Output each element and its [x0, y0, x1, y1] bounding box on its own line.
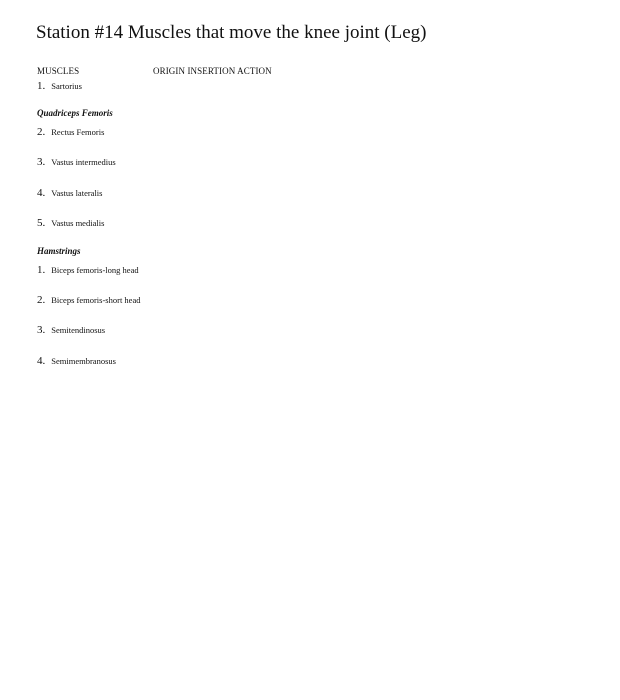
muscle-item-semitendinosus [37, 322, 105, 337]
muscle-item-rectus-femoris [37, 124, 104, 139]
item-number: 4. [37, 355, 46, 367]
hamstrings-heading: Hamstrings [37, 246, 81, 256]
muscle-item-vastus-medialis [37, 215, 104, 230]
item-name: Semimembranosus [51, 356, 116, 366]
item-number: 4. [37, 187, 46, 199]
item-name: Semitendinosus [51, 325, 106, 335]
item-number: 2. [37, 294, 46, 306]
muscle-item-vastus-intermedius [37, 154, 116, 169]
item-number: 3. [37, 156, 46, 168]
muscle-item-biceps-femoris-long [37, 262, 139, 277]
item-number: 1. [37, 80, 46, 92]
item-name: Sartorius [51, 81, 82, 91]
item-name: Biceps femoris-short head [51, 295, 141, 305]
item-name: Biceps femoris-long head [51, 265, 139, 275]
quadriceps-heading: Quadriceps Femoris [37, 108, 113, 118]
muscle-item-semimembranosus [37, 353, 116, 368]
item-name: Rectus Femoris [51, 127, 105, 137]
item-number: 2. [37, 126, 46, 138]
page-title: Station #14 Muscles that move the knee joint (Leg) [36, 22, 427, 43]
muscle-item-vastus-lateralis [37, 185, 102, 200]
muscle-item-sartorius [37, 78, 82, 93]
origin-insertion-action-header: ORIGIN INSERTION ACTION [153, 66, 272, 76]
item-number: 1. [37, 264, 46, 276]
item-number: 5. [37, 217, 46, 229]
item-name: Vastus lateralis [51, 188, 103, 198]
item-number: 3. [37, 324, 46, 336]
muscle-item-biceps-femoris-short [37, 292, 140, 307]
muscles-column-header: MUSCLES [37, 66, 80, 76]
item-name: Vastus intermedius [51, 157, 116, 167]
item-name: Vastus medialis [51, 218, 105, 228]
